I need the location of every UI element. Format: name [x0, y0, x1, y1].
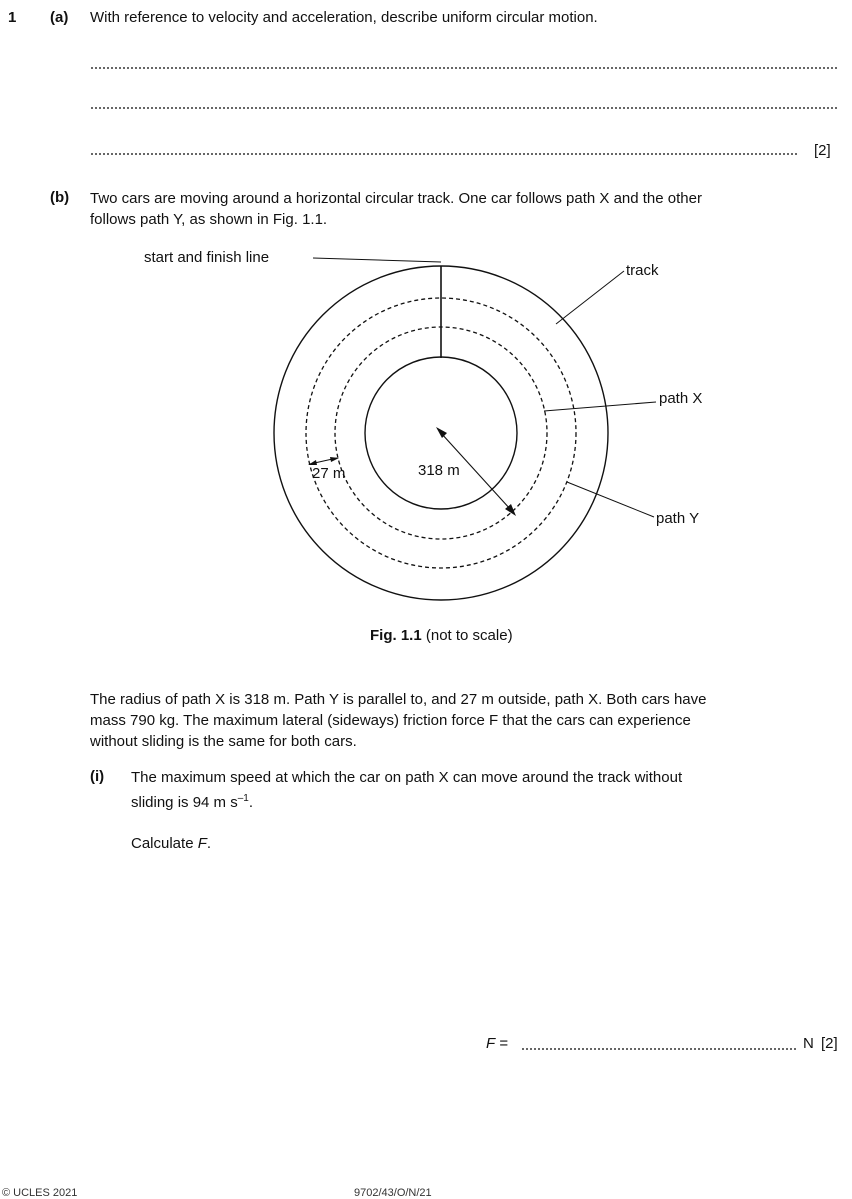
- part-i-line2-end: .: [248, 794, 254, 811]
- dimension-arrowhead-right: [330, 457, 339, 462]
- part-i-line2-sup: –1: [237, 793, 249, 804]
- path-y-leader: [567, 482, 654, 517]
- part-i-line2-text: sliding is 94 m s: [131, 794, 238, 811]
- part-b-description: [90, 689, 838, 752]
- answer-label: [486, 1035, 508, 1052]
- label-start-finish: start and finish line: [144, 249, 270, 266]
- description-line3: without sliding is the same for both cars.: [90, 733, 357, 750]
- track-leader: [556, 271, 624, 324]
- part-i-marks: [2]: [821, 1035, 838, 1052]
- footer-code: 9702/43/O/N/21: [354, 1187, 432, 1199]
- description-line2-text: mass 790 kg. The maximum lateral (sideways) friction force F that the cars can experience: [90, 712, 691, 729]
- answer-unit: N: [803, 1035, 814, 1052]
- part-a-marks: [2]: [814, 142, 831, 159]
- label-path-x: path X: [659, 390, 703, 407]
- part-a-question: With reference to velocity and acceleration, describe uniform circular motion.: [90, 9, 598, 26]
- answer-variable: F: [486, 1035, 496, 1052]
- radius-arrowhead-start: [436, 427, 447, 438]
- figure-caption-rest: (not to scale): [421, 627, 513, 644]
- figure-caption: [370, 627, 513, 644]
- part-b-intro-line2: follows path Y, as shown in Fig. 1.1.: [90, 211, 328, 228]
- label-27m: 27 m: [312, 465, 346, 482]
- part-i-line2: [131, 788, 839, 813]
- part-i-instruction: [131, 835, 211, 852]
- part-i-label: (i): [90, 768, 105, 785]
- instruction-text: Calculate: [131, 835, 198, 852]
- answer-equals: =: [495, 1035, 509, 1052]
- answer-field[interactable]: [521, 1048, 797, 1050]
- instruction-variable: F: [197, 835, 207, 852]
- footer-copyright: © UCLES 2021: [2, 1187, 78, 1199]
- instruction-end: .: [206, 835, 212, 852]
- description-line2: [90, 710, 838, 731]
- part-a-label: (a): [50, 9, 69, 26]
- path-x-leader: [544, 402, 656, 411]
- part-i-question: [131, 767, 839, 813]
- label-track: track: [626, 262, 659, 279]
- description-line1: The radius of path X is 318 m. Path Y is parallel to, and 27 m outside, path X. Both cars have: [90, 691, 707, 708]
- figure-caption-bold: Fig. 1.1: [370, 627, 422, 644]
- label-318m: 318 m: [418, 462, 460, 479]
- question-number: 1: [8, 9, 17, 26]
- label-path-y: path Y: [656, 510, 700, 527]
- start-finish-leader: [313, 258, 441, 262]
- part-i-line1: The maximum speed at which the car on path X can move around the track without: [131, 769, 683, 786]
- part-b-label: (b): [50, 189, 70, 206]
- part-b-intro-line1: Two cars are moving around a horizontal circular track. One car follows path X and the other: [90, 190, 702, 207]
